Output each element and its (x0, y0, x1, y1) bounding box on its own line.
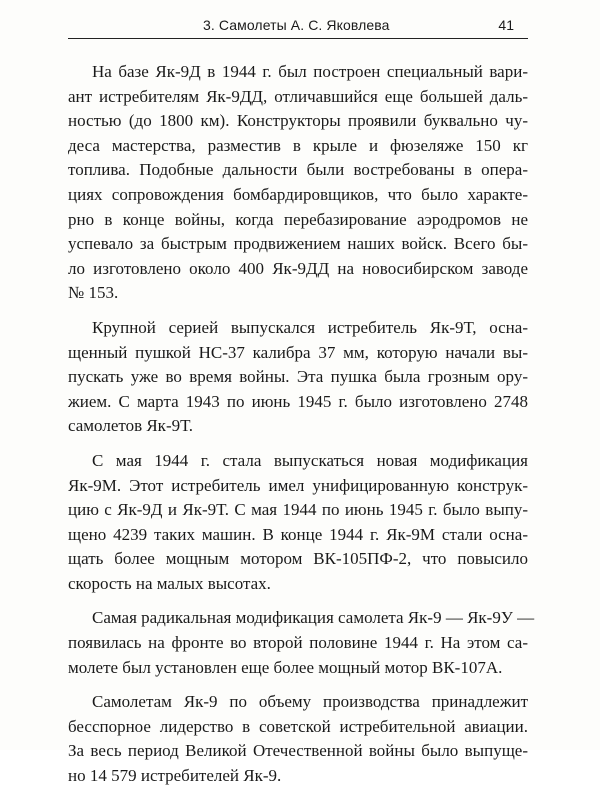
text-line: Самолетам Як-9 по объему производства принадлежит (92, 692, 528, 712)
text-line: За весь период Великой Отечественной войны было выпуще- (68, 741, 528, 761)
text-line: бесспорное лидерство в советской истребительной авиации. (68, 716, 528, 736)
text-line: пускать уже во время войны. Эта пушка была грозным ору- (68, 367, 528, 387)
paragraph-5 (68, 690, 528, 788)
paragraph-1 (68, 60, 528, 306)
page-number: 41 (498, 17, 514, 33)
text-line: С мая 1944 г. стала выпускаться новая модификация (92, 450, 528, 470)
text-line: успевало за быстрым продвижением наших войск. Всего бы- (68, 234, 528, 254)
paragraph-4 (68, 606, 535, 680)
text-line: Як-9М. Этот истребитель имел унифицированную конструк- (68, 475, 528, 495)
text-line: жием. С марта 1943 по июнь 1945 г. было изготовлено 2748 (68, 391, 528, 411)
text-line: топлива. Подобные дальности были востребованы в опера- (68, 160, 528, 180)
text-line: № 153. (68, 283, 119, 303)
text-line: ло изготовлено около 400 Як-9ДД на новосибирском заводе (68, 258, 528, 278)
text-line: цию с Як-9Д и Як-9Т. С мая 1944 по июнь 1945 г. было выпу- (68, 500, 528, 520)
text-line: появилась на фронте во второй половине 1944 г. На этом са- (68, 633, 528, 653)
text-line: скорость на малых высотах. (68, 573, 271, 593)
running-title: 3. Самолеты А. С. Яковлева (203, 17, 390, 33)
text-line: рно в конце войны, когда перебазирование аэродромов не (68, 209, 528, 229)
text-line: щено 4239 таких машин. В конце 1944 г. Як-9М стали осна- (68, 524, 528, 544)
text-line: На базе Як-9Д в 1944 г. был построен специальный вари- (92, 62, 528, 81)
text-line: ант истребителям Як-9ДД, отличавшийся еще большей даль- (68, 86, 528, 106)
paragraph-3 (68, 449, 528, 597)
text-line: самолетов Як-9Т. (68, 416, 194, 436)
text-line: циях сопровождения бомбардировщиков, что было характе- (68, 184, 528, 204)
text-line: Крупной серией выпускался истребитель Як-9Т, осна- (92, 317, 528, 337)
text-line: Самая радикальная модификация самолета Як-9 — Як-9У — (92, 608, 535, 628)
running-header (68, 14, 528, 39)
text-line: щенный пушкой НС-37 калибра 37 мм, которую начали вы- (68, 342, 528, 362)
paragraph-2 (68, 316, 528, 439)
text-line: молете был установлен еще более мощный мотор ВК-107А. (68, 657, 503, 677)
body-text (68, 60, 535, 799)
text-line: щать более мощным мотором ВК-105ПФ-2, что повысило (68, 549, 528, 569)
text-line: но 14 579 истребителей Як-9. (68, 766, 282, 786)
text-line: деса мастерства, разместив в крыле и фюзеляже 150 кг (68, 135, 528, 155)
text-line: ностью (до 1800 км). Конструкторы проявили буквально чу- (68, 111, 528, 131)
